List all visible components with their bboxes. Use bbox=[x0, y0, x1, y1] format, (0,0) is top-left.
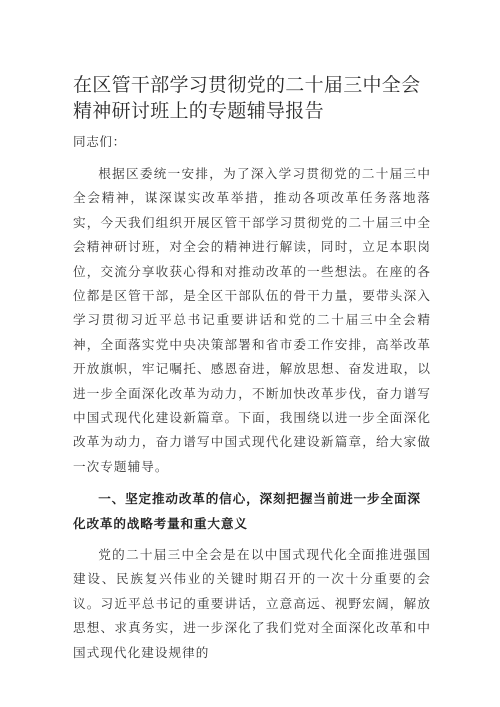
body-paragraph-2: 党的二十届三中全会是在以中国式现代化全面推进强国建设、民族复兴伟业的关键时期召开的一次十分重要的会议。习近平总书记的重要讲话，立意高远、视野宏阔，解放思想、求真务实，进一步深化了我们党对全面深化改革和中国式现代化建设规律的 bbox=[73, 547, 431, 660]
document-title: 在区管干部学习贯彻党的二十届三中全会精神研讨班上的专题辅导报告 bbox=[73, 74, 421, 122]
section-heading-1: 一、坚定推动改革的信心，深刻把握当前进一步全面深化改革的战略考量和重大意义 bbox=[73, 491, 421, 531]
salutation: 同志们： bbox=[73, 134, 126, 149]
body-paragraph-1: 根据区委统一安排，为了深入学习贯彻党的二十届三中全会精神，谋深谋实改革举措，推动各项改革任务落地落实，今天我们组织开展区管干部学习贯彻党的二十届三中全会精神研讨班，对全会的精神进行解读，同时，立足本职岗位，交流分享收获心得和对推动改革的一些想法。在座的各位都是区管干部，是全区干部队伍的骨干力量，要带头深入学习贯彻习近平总书记重要讲话和党的二十届三中全会精神，全面落实党中央决策部署和省市委工作安排，高举改革开放旗帜，牢记嘱托、感恩奋进，解放思想、奋发进取，以进一步全面深化改革为动力，不断加快改革步伐，奋力谱写中国式现代化建设新篇章。下面，我围绕以进一步全面深化改革为动力，奋力谱写中国式现代化建设新篇章，给大家做一次专题辅导。 bbox=[73, 166, 431, 474]
